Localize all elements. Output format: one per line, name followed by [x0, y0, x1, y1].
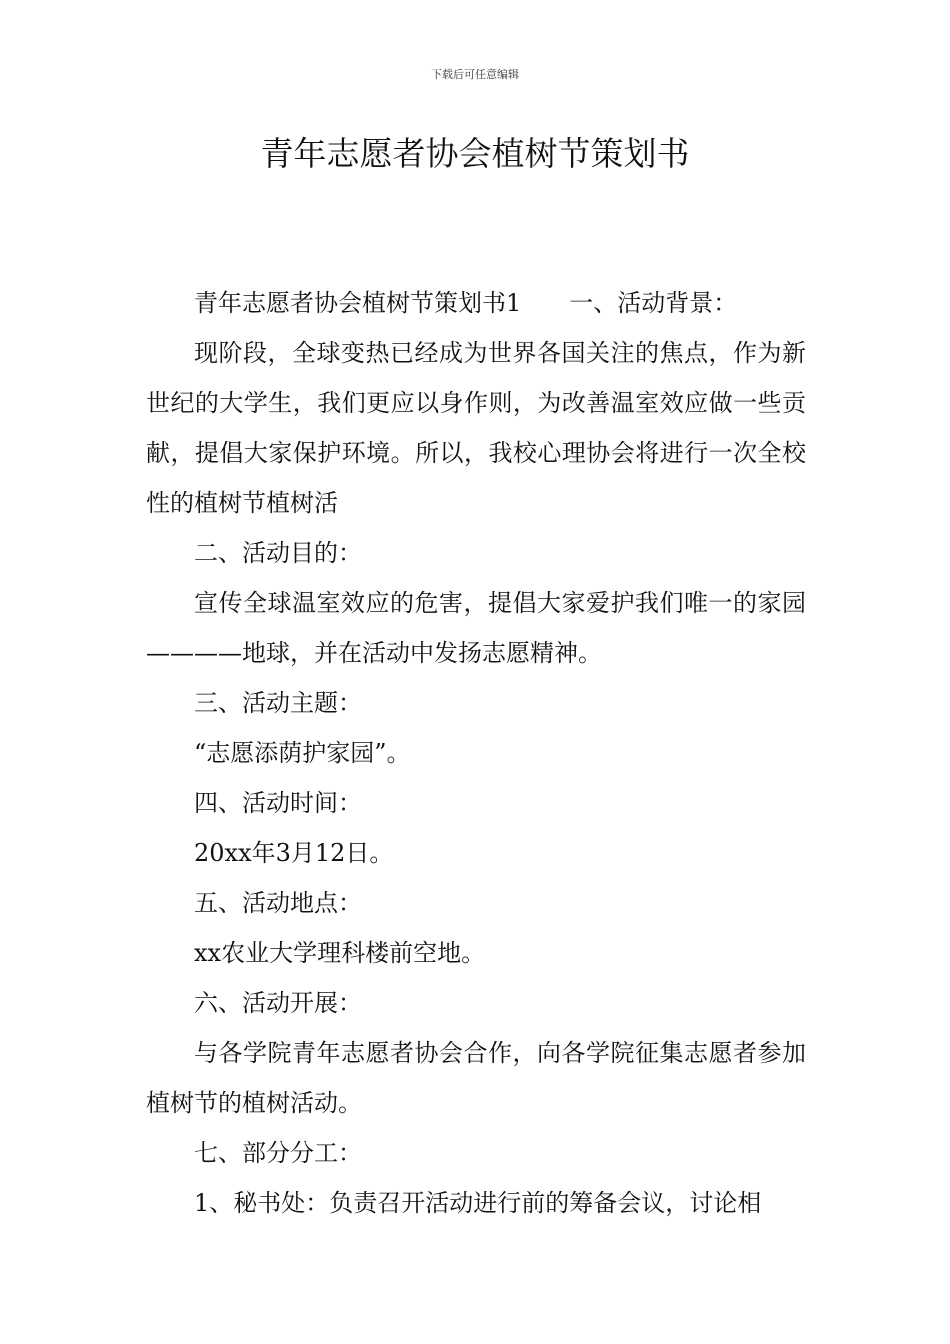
- paragraph-purpose: 宣传全球温室效应的危害，提倡大家爱护我们唯一的家园————地球，并在活动中发扬志愿精神。: [146, 589, 806, 667]
- section-heading-purpose: 二、活动目的：: [194, 539, 362, 567]
- document-title: 青年志愿者协会植树节策划书: [260, 134, 690, 173]
- section-heading-activities: 六、活动开展：: [194, 989, 362, 1017]
- page-header-note: 下载后可任意编辑: [431, 68, 519, 81]
- section-heading-location: 五、活动地点：: [194, 889, 362, 917]
- paragraph-time: 20xx年3月12日。: [194, 839, 394, 867]
- paragraph-location: xx农业大学理科楼前空地。: [194, 939, 486, 967]
- paragraph-background: 现阶段，全球变热已经成为世界各国关注的焦点，作为新世纪的大学生，我们更应以身作则，为改善温室效应做一些贡献，提倡大家保护环境。所以，我校心理协会将进行一次全校性的植树节植树活: [146, 339, 806, 517]
- paragraph-activities: 与各学院青年志愿者协会合作，向各学院征集志愿者参加植树节的植树活动。: [146, 1039, 806, 1117]
- section-heading-theme: 三、活动主题：: [194, 689, 362, 717]
- paragraph-theme: “志愿添荫护家园”。: [194, 739, 411, 767]
- section-heading-division: 七、部分分工：: [194, 1139, 362, 1167]
- paragraph-intro-heading: 青年志愿者协会植树节策划书1 一、活动背景：: [194, 289, 738, 317]
- document-body: [146, 278, 806, 1228]
- paragraph-division-secretariat: 1、秘书处：负责召开活动进行前的筹备会议，讨论相: [194, 1189, 762, 1217]
- section-heading-time: 四、活动时间：: [194, 789, 362, 817]
